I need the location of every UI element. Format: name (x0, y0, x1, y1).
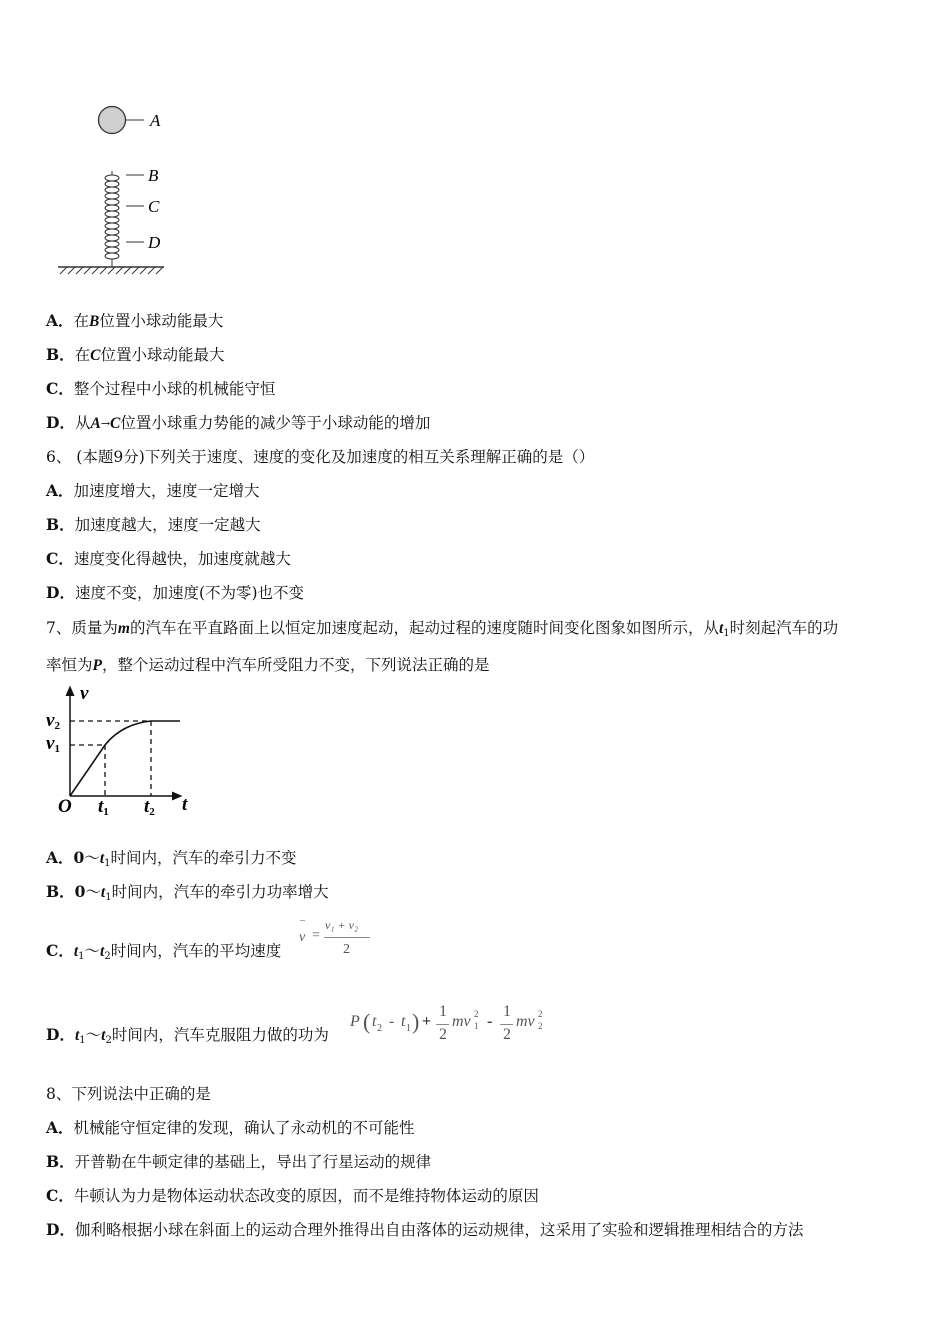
option-letter: C． (46, 379, 74, 398)
option-text: 开普勒在牛顿定律的基础上，导出了行星运动的规律 (74, 1153, 432, 1171)
option-text-pre: 从 (74, 414, 91, 432)
t2-subscript: 2 (377, 1023, 382, 1034)
option-text: 伽利略根据小球在斜面上的运动合理外推得出自由落体的运动规律，这采用了实验和逻辑推理相结合的方法 (74, 1221, 804, 1239)
option-text: 时间内，汽车的平均速度 (110, 942, 282, 960)
numerator: v₁ + v₂ (325, 918, 359, 932)
stem-text: 时刻起汽车的功 (729, 619, 839, 637)
average-velocity-formula (297, 915, 377, 964)
q5-option-d[interactable] (46, 413, 430, 434)
v2-subscript: 2 (538, 1021, 543, 1031)
time-subscript: 1 (78, 951, 85, 962)
option-text-post: 位置小球重力势能的减少等于小球动能的增加 (120, 414, 431, 432)
tilde: ～ (84, 849, 100, 867)
option-text: 速度变化得越快，加速度就越大 (73, 550, 291, 568)
option-letter: B． (46, 882, 75, 901)
half-numerator: 1 (439, 1003, 447, 1020)
minus: - (389, 1013, 395, 1030)
tilde: ～ (85, 1026, 102, 1044)
tilde: ～ (84, 942, 101, 960)
zero: 0 (73, 848, 85, 867)
q8-option-d[interactable] (46, 1220, 803, 1240)
option-letter: A． (46, 481, 74, 500)
t1-symbol: t (401, 1013, 406, 1030)
q7-stem-line1 (46, 618, 838, 644)
v2-label: v2 (46, 710, 60, 732)
plus: + (422, 1013, 432, 1030)
stem-text: ，整个运动过程中汽车所受阻力不变，下列说法正确的是 (101, 656, 490, 674)
t1-subscript: 1 (406, 1023, 411, 1034)
option-text: 时间内，汽车的牵引力不变 (110, 849, 297, 867)
left-paren: ( (363, 1009, 371, 1034)
t2-symbol: t (372, 1013, 377, 1030)
tilde: ～ (85, 883, 101, 901)
option-text: 时间内，汽车的牵引力功率增大 (111, 883, 329, 901)
q5-option-b[interactable] (46, 345, 224, 366)
v-symbol: v (299, 930, 306, 945)
fraction-bar (436, 1024, 449, 1025)
q8-option-b[interactable] (46, 1152, 431, 1172)
ball-spring-figure (50, 95, 180, 280)
option-text-post: 位置小球动能最大 (99, 312, 224, 330)
time-symbol: t (101, 1027, 106, 1044)
half-denominator: 2 (503, 1026, 511, 1043)
option-letter: A． (46, 1118, 74, 1137)
q7-option-c[interactable] (46, 941, 281, 967)
point-symbol: C (90, 347, 101, 364)
option-letter: D． (46, 413, 75, 432)
option-letter: B． (46, 345, 75, 364)
point-symbol: A (90, 415, 101, 432)
time-symbol: t (73, 943, 79, 960)
time-subscript: 1 (105, 892, 112, 903)
time-symbol: t (100, 943, 105, 960)
label-c: C (148, 197, 160, 216)
option-text-pre: 在 (74, 346, 91, 364)
q5-option-a[interactable] (46, 311, 223, 332)
option-letter: B． (46, 515, 75, 534)
stem-text: 7、质量为 (46, 619, 118, 637)
option-text: 整个过程中小球的机械能守恒 (73, 380, 276, 398)
t-axis-label: t (182, 794, 188, 815)
mass-symbol: m (117, 620, 130, 637)
t1-label: t1 (98, 796, 109, 818)
fraction-bar (324, 937, 370, 938)
point-symbol: B (89, 313, 100, 330)
mv2-term: mv (516, 1013, 535, 1030)
q7-option-a[interactable] (46, 848, 297, 874)
half-numerator: 1 (503, 1003, 511, 1020)
time-subscript: 1 (79, 1035, 86, 1046)
time-symbol: t (99, 850, 105, 867)
origin-label: O (58, 796, 72, 817)
minus: - (487, 1013, 493, 1030)
time-symbol: t (100, 884, 106, 901)
denominator: 2 (343, 942, 350, 957)
option-letter: A． (46, 848, 74, 867)
stem-text: 的汽车在平直路面上以恒定加速度起动，起动过程的速度随时间变化图象如图所示，从 (129, 619, 719, 637)
work-formula (348, 1005, 548, 1049)
t2-label: t2 (144, 796, 155, 818)
q7-option-b[interactable] (46, 882, 329, 908)
label-d: D (148, 233, 161, 252)
q7-stem-line2 (46, 655, 490, 676)
time-symbol: t (74, 1027, 80, 1044)
label-b: B (148, 166, 159, 185)
time-subscript: 1 (723, 628, 730, 639)
option-text-post: 位置小球动能最大 (100, 346, 225, 364)
point-symbol: C (110, 415, 121, 432)
q7-option-d[interactable] (46, 1025, 329, 1051)
question-stem: 8、下列说法中正确的是 (46, 1085, 211, 1103)
option-text: 时间内，汽车克服阻力做的功为 (111, 1026, 329, 1044)
velocity-curve (70, 721, 180, 796)
q6-option-c[interactable] (46, 549, 291, 569)
option-text-pre: 在 (73, 312, 90, 330)
q8-option-c[interactable] (46, 1186, 539, 1206)
ground (58, 267, 164, 274)
question-stem: 6、 (本题9分)下列关于速度、速度的变化及加速度的相互关系理解正确的是（） (46, 448, 595, 466)
spring (105, 171, 119, 267)
q8-option-a[interactable] (46, 1118, 415, 1138)
ball (99, 107, 126, 134)
v2-superscript: 2 (538, 1009, 543, 1019)
time-subscript: 1 (104, 858, 111, 869)
option-letter: D． (46, 1220, 75, 1239)
option-letter: D． (46, 583, 75, 602)
v1-label: v1 (46, 733, 60, 755)
v1-subscript: 1 (474, 1021, 479, 1031)
option-letter: C． (46, 941, 74, 960)
velocity-time-graph (42, 684, 202, 819)
power-symbol: P (92, 657, 102, 674)
stem-text: 率恒为 (46, 656, 93, 674)
time-subscript: 2 (105, 1035, 112, 1046)
mv1-term: mv (452, 1013, 471, 1030)
q6-option-b[interactable] (46, 515, 261, 535)
v-axis-label: v (80, 684, 89, 704)
q6-option-d[interactable] (46, 583, 304, 603)
option-letter: A． (46, 311, 74, 330)
option-letter: C． (46, 1186, 74, 1205)
option-letter: D． (46, 1025, 75, 1044)
arrow-symbol: → (100, 417, 111, 430)
right-paren: ) (412, 1009, 420, 1034)
option-text: 加速度增大，速度一定增大 (73, 482, 260, 500)
q8-stem (46, 1084, 211, 1104)
option-letter: C． (46, 549, 74, 568)
option-letter: B． (46, 1152, 75, 1171)
p-symbol: P (350, 1013, 360, 1030)
half-denominator: 2 (439, 1026, 447, 1043)
v1-superscript: 2 (474, 1009, 479, 1019)
time-subscript: 2 (104, 951, 111, 962)
q5-option-c[interactable] (46, 379, 275, 399)
option-text: 加速度越大，速度一定越大 (74, 516, 261, 534)
option-text: 牛顿认为力是物体运动状态改变的原因，而不是维持物体运动的原因 (73, 1187, 539, 1205)
time-symbol: t (718, 620, 724, 637)
label-a: A (150, 111, 161, 130)
equals: = (312, 928, 320, 943)
q6-stem (46, 447, 594, 467)
overbar: – (300, 915, 305, 926)
zero: 0 (74, 882, 86, 901)
q6-option-a[interactable] (46, 481, 260, 501)
option-text: 速度不变，加速度(不为零)也不变 (74, 584, 305, 602)
fraction-bar (500, 1024, 513, 1025)
option-text: 机械能守恒定律的发现，确认了永动机的不可能性 (73, 1119, 415, 1137)
